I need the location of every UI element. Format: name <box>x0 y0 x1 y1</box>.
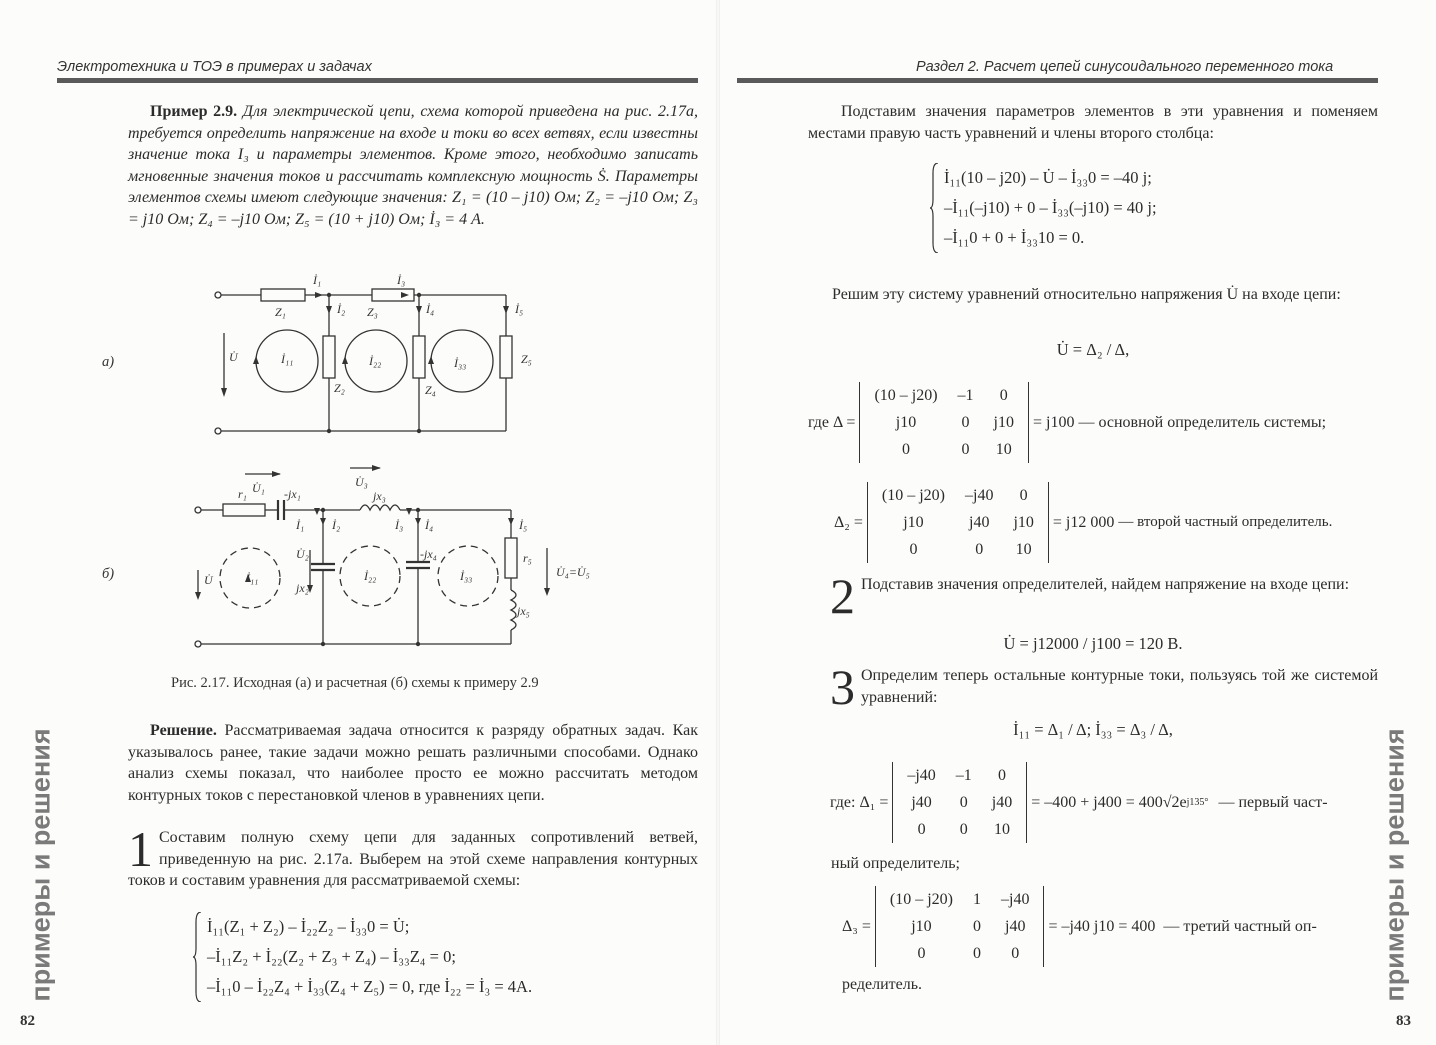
figure-label-a: а) <box>102 354 115 370</box>
label-z2: Z₂ <box>334 381 345 395</box>
solution-text: Рассматриваемая задача относится к разряду обратных задач. Как указывалось ранее, такие задачи можно решать различными способами. Однако анализ схемы показал, что наиболее просто ее можно рассчитать методом контурных токов с перестановкой членов в уравнениях цепи. <box>128 722 699 804</box>
label-jx1: -jx₁ <box>284 487 301 501</box>
running-head: Электротехника и ТОЭ в примерах и задачах <box>57 59 372 75</box>
determinant-row <box>880 940 1040 967</box>
determinant-prefix: Δ₂ = <box>834 513 863 531</box>
determinant-row <box>897 762 1022 789</box>
loop-currents-formula: İ₁₁ = Δ₁ / Δ; İ₃₃ = Δ₃ / Δ, <box>1013 720 1173 739</box>
step-2-number: 2 <box>830 568 855 624</box>
determinant-row <box>897 789 1022 816</box>
determinant-row <box>864 436 1024 463</box>
determinant-cell: 0 <box>998 766 1007 784</box>
determinant-prefix: Δ₃ = <box>842 917 871 935</box>
label-loop-i11: İ₁₁ <box>246 571 259 585</box>
header-rule <box>57 78 698 83</box>
determinant-note: — основной определитель системы; <box>1078 413 1327 431</box>
label-current-i2: İ₂ <box>337 302 346 316</box>
step-1-text: Составим полную схему цепи для заданных сопротивлений ветвей, приведенную на рис. 2.17а. Выберем на этой схеме направления контурных токов и составим уравнения для рассматриваемой схемы: <box>128 829 698 889</box>
determinant-note: — второй частный определитель. <box>1118 514 1333 530</box>
determinant-cell: j40 <box>969 513 990 531</box>
label-loop-i33: İ₃₃ <box>460 569 473 583</box>
step-1-paragraph <box>128 821 698 892</box>
determinant-cell: –j40 <box>907 766 936 784</box>
determinant-cell: 0 <box>917 820 926 838</box>
step-2-paragraph <box>830 568 1378 624</box>
determinant-table <box>897 762 1022 843</box>
determinant-cell: 0 <box>1011 944 1020 962</box>
circuit-diagram-b <box>190 462 600 657</box>
determinant-cell: 0 <box>901 440 910 458</box>
label-current-i1: İ₁ <box>313 273 322 287</box>
step-3-number: 3 <box>830 659 855 715</box>
determinant-table <box>872 482 1044 563</box>
label-current-i2: İ₂ <box>332 518 341 532</box>
label-current-i5: İ₅ <box>519 518 528 532</box>
label-voltage-u1: U̇₁ <box>252 481 265 495</box>
determinant-cell: (10 – j20) <box>881 486 945 504</box>
determinant-note: — первый част- <box>1218 793 1328 811</box>
determinant-row <box>864 409 1024 436</box>
solution-label: Решение. <box>150 722 217 739</box>
label-voltage-u: U̇ <box>204 573 213 587</box>
label-z4: Z₄ <box>425 383 436 397</box>
label-voltage-u2: U̇₂ <box>296 547 309 561</box>
page-number: 82 <box>20 1013 35 1029</box>
step-3-paragraph <box>830 659 1378 715</box>
determinant-cell: j10 <box>993 413 1014 431</box>
label-loop-i33: İ₃₃ <box>454 356 467 370</box>
determinant-table <box>880 886 1040 967</box>
determinant-row <box>872 482 1044 509</box>
first-determinant <box>830 762 1328 843</box>
running-head: Раздел 2. Расчет цепей синусоидального переменного тока <box>916 59 1334 75</box>
determinant-cell: –1 <box>957 386 974 404</box>
circuit-diagram-a <box>205 268 550 438</box>
determinant-cell: 0 <box>959 793 968 811</box>
label-loop-i22: İ₂₂ <box>369 354 382 368</box>
determinant-cell: j10 <box>903 513 924 531</box>
label-loop-i11: İ₁₁ <box>281 352 294 366</box>
equation-row: –İ₁₁Z₂ + İ₂₂(Z₂ + Z₃ + Z₄) – İ₃₃Z₄ = 0; <box>207 947 456 966</box>
determinant-cell: 1 <box>973 890 981 908</box>
determinant-cell: 10 <box>1015 540 1032 558</box>
determinant-row <box>864 382 1024 409</box>
substituted-equations-system <box>930 163 1157 253</box>
determinant-cell: –j40 <box>965 486 994 504</box>
third-determinant <box>842 886 1317 967</box>
determinant-row <box>897 816 1022 843</box>
label-r5: r₅ <box>523 551 532 565</box>
determinant-cell: 0 <box>975 540 984 558</box>
determinant-note-continued: ределитель. <box>842 976 923 993</box>
determinant-cell: 0 <box>917 944 926 962</box>
determinant-cell: (10 – j20) <box>874 386 938 404</box>
determinant-cell: j40 <box>911 793 932 811</box>
determinant-cell: 0 <box>961 413 970 431</box>
determinant-note: — третий частный оп- <box>1163 917 1317 935</box>
example-text: Для электрической цепи, схема которой приведена на рис. 2.17а, требуется определить напряжение на входе и токи во всех ветвях, если известны значение тока I₃ и параметры элементов. Кроме этого, необходимо записать мгновенные значения токов и рассчитать комплексную мощность Ṡ. Параметры элементов схемы имеют следующие значения: Z₁ = (10 – j10) Ом; Z₂ = –j10 Ом; Z₃ = j10 Ом; Z₄ = –j10 Ом; Z₅ = (10 + j10) Ом; İ₃ = 4 А. <box>128 103 699 228</box>
determinant-matrix <box>892 762 1027 843</box>
step-2-text: Подставив значения определителей, найдем напряжение на входе цепи: <box>861 576 1350 593</box>
determinant-row <box>872 536 1044 563</box>
determinant-table <box>864 382 1024 463</box>
determinant-cell: j10 <box>911 917 932 935</box>
loop-equations-system <box>193 912 532 1002</box>
header-rule <box>737 78 1378 83</box>
label-current-i4: İ₄ <box>425 518 434 532</box>
second-determinant <box>834 482 1332 563</box>
determinant-row <box>880 886 1040 913</box>
determinant-matrix <box>867 482 1049 563</box>
label-r1: r₁ <box>238 487 247 501</box>
side-tab-label: примеры и решения <box>25 728 56 1002</box>
equation-row: –İ₁₁0 + 0 + İ₃₃10 = 0. <box>944 228 1085 247</box>
determinant-cell: 10 <box>994 820 1011 838</box>
determinant-cell: j40 <box>991 793 1013 811</box>
determinant-cell: 0 <box>973 944 981 962</box>
figure-label-b: б) <box>102 566 115 582</box>
label-z5: Z₅ <box>521 352 532 366</box>
example-label: Пример 2.9. <box>150 103 238 120</box>
determinant-matrix <box>859 382 1029 463</box>
determinant-cell: j10 <box>895 413 917 431</box>
equation-row: İ₁₁(10 – j20) – U̇ – İ₃₃0 = –40 j; <box>944 168 1152 187</box>
determinant-matrix <box>875 886 1045 967</box>
determinant-result: = j12 000 <box>1052 513 1115 531</box>
equation-row: –İ₁₁(–j10) + 0 – İ₃₃(–j10) = 40 j; <box>944 198 1157 217</box>
determinant-prefix: где: Δ₁ = <box>830 793 889 811</box>
system-brace <box>193 912 202 1002</box>
page-number: 83 <box>1396 1013 1411 1029</box>
label-jx2: jx₂ <box>296 581 309 595</box>
determinant-exponent: j135° <box>1186 797 1209 808</box>
label-current-i3: İ₃ <box>397 273 406 287</box>
determinant-cell: 0 <box>959 820 968 838</box>
determinant-cell: 0 <box>909 540 918 558</box>
determinant-cell: 0 <box>973 917 981 935</box>
label-jx3: jx₃ <box>373 489 386 503</box>
determinant-cell: 10 <box>995 440 1012 458</box>
step-3-text: Определим теперь остальные контурные токи, пользуясь той же системой уравнений: <box>861 667 1378 706</box>
main-determinant <box>808 382 1326 463</box>
voltage-value: U̇ = j12000 / j100 = 120 В. <box>1003 634 1183 653</box>
determinant-row <box>872 509 1044 536</box>
label-voltage-u: U̇ <box>229 350 238 364</box>
voltage-formula: U̇ = Δ₂ / Δ, <box>1056 340 1130 359</box>
system-brace <box>930 163 939 253</box>
determinant-cell: 0 <box>999 386 1008 404</box>
label-z3: Z₃ <box>367 305 378 319</box>
determinant-cell: (10 – j20) <box>889 890 953 908</box>
label-jx5: jx₅ <box>517 604 530 618</box>
label-voltage-u3: U̇₃ <box>355 475 368 489</box>
step-1-number: 1 <box>128 821 153 877</box>
determinant-note-continued: ный определитель; <box>831 855 960 872</box>
determinant-result: = j100 <box>1033 413 1075 431</box>
solve-paragraph: Решим эту систему уравнений относительно напряжения U̇ на входе цепи: <box>832 286 1341 303</box>
determinant-cell: –1 <box>955 766 972 784</box>
determinant-result: = –j40 j10 = 400 <box>1048 917 1156 935</box>
determinant-cell: j10 <box>1013 513 1034 531</box>
label-voltage-u4-u5: U̇₄=U̇₅ <box>556 565 590 579</box>
label-z1: Z₁ <box>275 305 286 319</box>
determinant-result: = –400 + j400 = 400√2e <box>1031 793 1187 811</box>
intro-paragraph: Подставим значения параметров элементов в эти уравнения и поменяем местами правую часть уравнений и члены второго столбца: <box>808 103 1378 142</box>
determinant-cell: –j40 <box>1001 890 1030 908</box>
side-tab-label: примеры и решения <box>1379 728 1410 1002</box>
label-loop-i22: İ₂₂ <box>364 569 377 583</box>
right-page <box>718 0 1436 1045</box>
example-paragraph <box>128 101 698 230</box>
determinant-cell: 0 <box>961 440 970 458</box>
determinant-prefix: где Δ = <box>808 413 856 431</box>
label-current-i4: İ₄ <box>426 302 435 316</box>
label-current-i5: İ₅ <box>515 302 524 316</box>
equation-row: İ₁₁(Z₁ + Z₂) – İ₂₂Z₂ – İ₃₃0 = U̇; <box>207 917 410 936</box>
figure-caption: Рис. 2.17. Исходная (а) и расчетная (б) схемы к примеру 2.9 <box>171 675 539 691</box>
determinant-cell: 0 <box>1019 486 1028 504</box>
side-tab <box>18 730 64 1000</box>
label-current-i3: İ₃ <box>395 518 404 532</box>
label-current-i1: İ₁ <box>296 518 305 532</box>
determinant-row <box>880 913 1040 940</box>
solution-paragraph <box>128 720 698 806</box>
determinant-cell: j40 <box>1005 917 1026 935</box>
label-jx4: -jx₄ <box>420 547 437 561</box>
side-tab <box>1372 730 1418 1000</box>
equation-row: –İ₁₁0 – İ₂₂Z₄ + İ₃₃(Z₄ + Z₅) = 0, где İ₂₂ = İ₃ = 4А. <box>207 977 533 996</box>
